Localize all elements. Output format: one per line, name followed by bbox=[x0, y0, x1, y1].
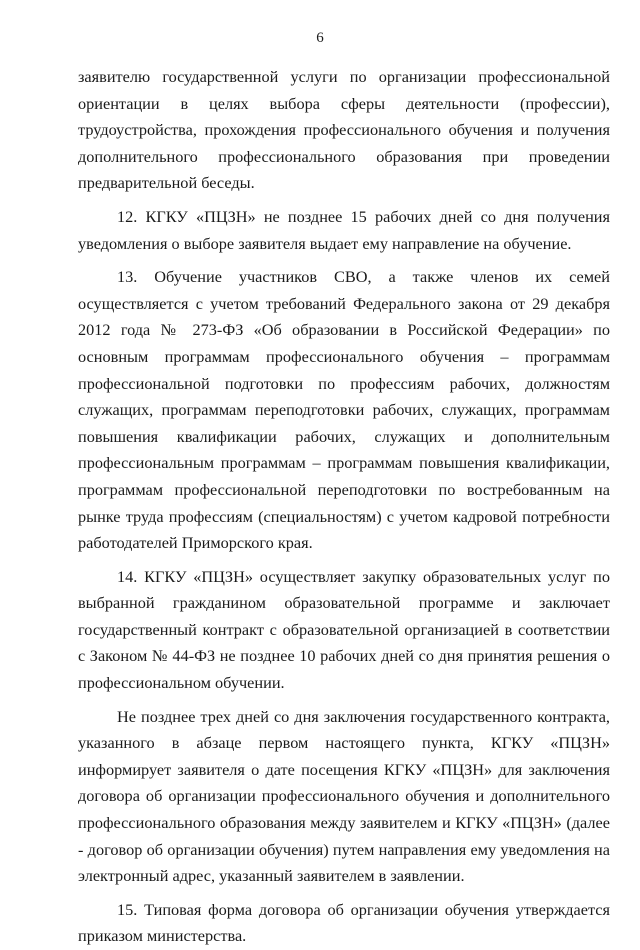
paragraph-item-14-part-2: Не позднее трех дней со дня заключения государственного контракта, указанного в абзаце первом настоящего пункта, КГКУ «ПЦЗН» информирует заявителя о дате посещения КГКУ «ПЦЗН» для заключения договора об организации профессионального обучения и дополнительного профессионального образования между заявителем и КГКУ «ПЦЗН» (далее - договор об организации обучения) путем направления ему уведомления на электронный адрес, указанный заявителем в заявлении. bbox=[78, 706, 610, 886]
document-body bbox=[78, 64, 610, 950]
paragraph-item-12: 12. КГКУ «ПЦЗН» не позднее 15 рабочих дней со дня получения уведомления о выборе заявителя выдает ему направление на обучение. bbox=[78, 206, 610, 253]
paragraph-continuation: заявителю государственной услуги по организации профессиональной ориентации в целях выбора сферы деятельности (профессии), трудоустройства, прохождения профессионального обучения и получения дополнительного профессионального образования при проведении предварительной беседы. bbox=[78, 67, 610, 193]
paragraph-item-15: 15. Типовая форма договора об организации обучения утверждается приказом министерства. bbox=[78, 899, 610, 946]
paragraph-item-14: 14. КГКУ «ПЦЗН» осуществляет закупку образовательных услуг по выбранной гражданином образовательной программе и заключает государственный контракт с образовательной организацией в соответствии с Законом № 44-ФЗ не позднее 10 рабочих дней со дня принятия решения о профессиональном обучении. bbox=[78, 566, 610, 693]
page-number: 6 bbox=[316, 30, 324, 46]
paragraph-item-13: 13. Обучение участников СВО, а также членов их семей осуществляется с учетом требований Федерального закона от 29 декабря 2012 года № 273-ФЗ «Об образовании в Российской Федерации» по основным программам профессионального обучения – программам профессиональной подготовки по профессиям рабочих, должностям служащих, программам переподготовки рабочих, служащих, программам повышения квалификации рабочих, служащих и дополнительным профессиональным программам – программам повышения квалификации, программам профессиональной переподготовки по востребованным на рынке труда профессиям (специальностям) с учетом кадровой потребности работодателей Приморского края. bbox=[78, 267, 610, 553]
